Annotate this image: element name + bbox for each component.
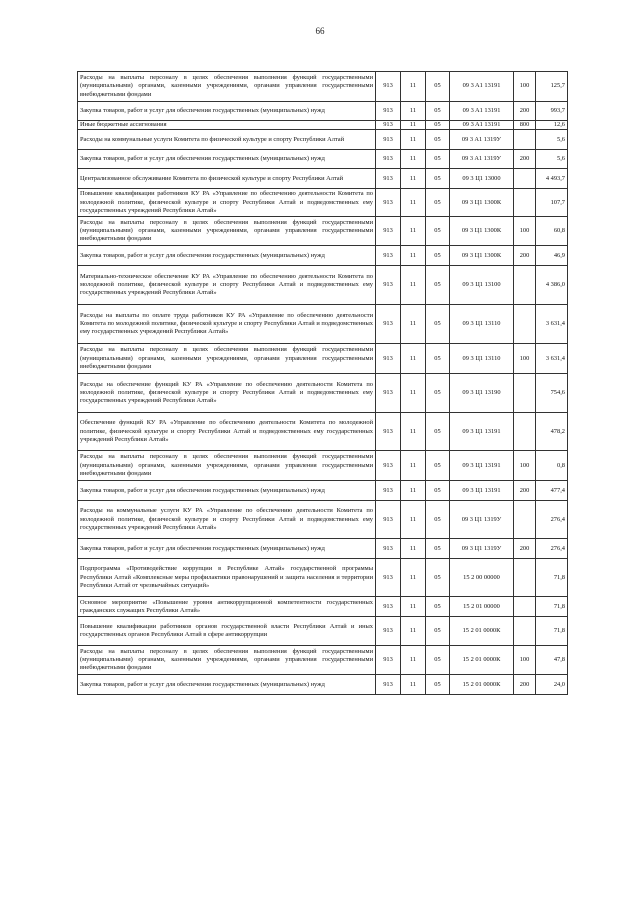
row-section: 11 (401, 559, 426, 597)
row-amount: 477,4 (536, 481, 568, 501)
row-amount: 46,9 (536, 246, 568, 266)
table-row (78, 169, 568, 189)
table-row (78, 374, 568, 413)
page-number: 66 (315, 26, 325, 36)
row-admin-code: 913 (376, 675, 401, 695)
row-amount: 0,8 (536, 451, 568, 481)
row-subsection: 05 (426, 246, 450, 266)
row-subsection: 05 (426, 617, 450, 646)
row-amount: 60,8 (536, 217, 568, 246)
row-description: Закупка товаров, работ и услуг для обеспечения государственных (муниципальных) нужд (78, 539, 376, 559)
table-row (78, 130, 568, 150)
row-section: 11 (401, 102, 426, 121)
table-row (78, 539, 568, 559)
table-row (78, 451, 568, 481)
row-section: 11 (401, 481, 426, 501)
row-section: 11 (401, 646, 426, 675)
row-section: 11 (401, 246, 426, 266)
row-expense-type: 100 (514, 451, 536, 481)
row-subsection: 05 (426, 451, 450, 481)
row-target-article: 15 2 01 0000К (450, 617, 514, 646)
row-amount: 24,0 (536, 675, 568, 695)
row-expense-type: 200 (514, 539, 536, 559)
row-subsection: 05 (426, 150, 450, 169)
table-row (78, 559, 568, 597)
row-subsection: 05 (426, 169, 450, 189)
row-admin-code: 913 (376, 189, 401, 217)
row-target-article: 09 3 Ц1 13191 (450, 451, 514, 481)
table-row (78, 675, 568, 695)
row-amount: 276,4 (536, 539, 568, 559)
row-description: Материально-техническое обеспечение КУ РА «Управление по обеспечению деятельности Комитета по молодежной политике, физической культуре и спорту Республики Алтай и подведомственных ему государственных учреждений Республики Алтай» (78, 266, 376, 305)
row-admin-code: 913 (376, 451, 401, 481)
row-expense-type: 200 (514, 481, 536, 501)
row-amount: 478,2 (536, 413, 568, 451)
row-subsection: 05 (426, 539, 450, 559)
row-section: 11 (401, 597, 426, 617)
row-target-article: 09 3 A1 13191 (450, 72, 514, 102)
row-admin-code: 913 (376, 413, 401, 451)
row-description: Расходы на выплаты персоналу в целях обеспечения выполнения функций государственными (муниципальными) органами, казенными учреждениями, органами управления государственными внебюджетными фондами (78, 217, 376, 246)
row-target-article: 15 2 01 0000К (450, 646, 514, 675)
row-expense-type (514, 169, 536, 189)
table-row (78, 246, 568, 266)
row-description: Расходы на выплаты персоналу в целях обеспечения выполнения функций государственными (муниципальными) органами, казенными учреждениями, органами управления государственными внебюджетными фондами (78, 72, 376, 102)
row-subsection: 05 (426, 217, 450, 246)
row-subsection: 05 (426, 501, 450, 539)
row-expense-type: 100 (514, 217, 536, 246)
row-description: Расходы на выплаты персоналу в целях обеспечения выполнения функций государственными (муниципальными) органами, казенными учреждениями, органами управления государственными внебюджетными фондами (78, 646, 376, 675)
row-section: 11 (401, 130, 426, 150)
row-admin-code: 913 (376, 217, 401, 246)
row-description: Расходы на выплаты персоналу в целях обеспечения выполнения функций государственными (муниципальными) органами, казенными учреждениями, органами управления государственными внебюджетными фондами (78, 344, 376, 374)
row-target-article: 09 3 Ц1 1300К (450, 217, 514, 246)
row-description: Повышение квалификации работников КУ РА «Управление по обеспечению деятельности Комитета по молодежной политике, физической культуре и спорту Республики Алтай и подведомственных ему государственных учреждений Республики Алтай» (78, 189, 376, 217)
row-description: Расходы на выплаты по оплате труда работников КУ РА «Управление по обеспечению деятельности Комитета по молодежной политике, физической культуре и спорту Республики Алтай и подведомственных ему государственных учреждений Республики Алтай» (78, 305, 376, 344)
table-row (78, 597, 568, 617)
table-row (78, 150, 568, 169)
row-section: 11 (401, 501, 426, 539)
row-section: 11 (401, 266, 426, 305)
row-expense-type (514, 305, 536, 344)
row-expense-type: 800 (514, 121, 536, 130)
row-expense-type (514, 374, 536, 413)
row-expense-type: 100 (514, 646, 536, 675)
row-subsection: 05 (426, 559, 450, 597)
row-section: 11 (401, 72, 426, 102)
row-target-article: 09 3 A1 13191 (450, 102, 514, 121)
budget-table (77, 71, 568, 695)
row-expense-type: 200 (514, 675, 536, 695)
row-amount: 5,6 (536, 150, 568, 169)
row-description: Централизованное обслуживание Комитета по физической культуре и спорту Республики Алтай (78, 169, 376, 189)
row-section: 11 (401, 675, 426, 695)
row-admin-code: 913 (376, 121, 401, 130)
row-subsection: 05 (426, 130, 450, 150)
row-amount: 71,8 (536, 617, 568, 646)
row-target-article: 09 3 Ц1 13110 (450, 305, 514, 344)
row-section: 11 (401, 150, 426, 169)
row-target-article: 09 3 Ц1 13191 (450, 481, 514, 501)
row-amount: 5,6 (536, 130, 568, 150)
table-row (78, 344, 568, 374)
row-subsection: 05 (426, 481, 450, 501)
row-admin-code: 913 (376, 246, 401, 266)
row-description: Закупка товаров, работ и услуг для обеспечения государственных (муниципальных) нужд (78, 675, 376, 695)
row-description: Основное мероприятие «Повышение уровня антикоррупционной компетентности государственных гражданских служащих Республики Алтай» (78, 597, 376, 617)
row-description: Расходы на коммунальные услуги Комитета по физической культуре и спорту Республики Алтай (78, 130, 376, 150)
row-description: Закупка товаров, работ и услуг для обеспечения государственных (муниципальных) нужд (78, 481, 376, 501)
row-subsection: 05 (426, 344, 450, 374)
row-admin-code: 913 (376, 305, 401, 344)
row-target-article: 09 3 Ц1 1319У (450, 501, 514, 539)
row-admin-code: 913 (376, 344, 401, 374)
row-expense-type (514, 617, 536, 646)
row-admin-code: 913 (376, 102, 401, 121)
row-section: 11 (401, 121, 426, 130)
row-subsection: 05 (426, 102, 450, 121)
table-row (78, 305, 568, 344)
table-row (78, 266, 568, 305)
row-admin-code: 913 (376, 266, 401, 305)
row-section: 11 (401, 539, 426, 559)
row-expense-type: 200 (514, 102, 536, 121)
table-row (78, 72, 568, 102)
row-admin-code: 913 (376, 150, 401, 169)
row-admin-code: 913 (376, 646, 401, 675)
row-section: 11 (401, 413, 426, 451)
row-admin-code: 913 (376, 72, 401, 102)
row-expense-type: 200 (514, 246, 536, 266)
row-expense-type (514, 130, 536, 150)
row-expense-type: 100 (514, 72, 536, 102)
row-amount: 993,7 (536, 102, 568, 121)
row-amount: 4 386,0 (536, 266, 568, 305)
row-admin-code: 913 (376, 169, 401, 189)
row-admin-code: 913 (376, 374, 401, 413)
row-amount: 71,8 (536, 597, 568, 617)
row-amount: 125,7 (536, 72, 568, 102)
row-description: Закупка товаров, работ и услуг для обеспечения государственных (муниципальных) нужд (78, 102, 376, 121)
row-target-article: 09 3 Ц1 13191 (450, 413, 514, 451)
row-description: Закупка товаров, работ и услуг для обеспечения государственных (муниципальных) нужд (78, 246, 376, 266)
row-section: 11 (401, 305, 426, 344)
row-expense-type (514, 189, 536, 217)
row-target-article: 15 2 01 00000 (450, 597, 514, 617)
row-amount: 47,8 (536, 646, 568, 675)
row-description: Закупка товаров, работ и услуг для обеспечения государственных (муниципальных) нужд (78, 150, 376, 169)
row-target-article: 09 3 Ц1 13100 (450, 266, 514, 305)
row-target-article: 09 3 Ц1 1319У (450, 539, 514, 559)
row-description: Расходы на коммунальные услуги КУ РА «Управление по обеспечению деятельности Комитета по молодежной политике, физической культуре и спорту Республики Алтай и подведомственных ему государственных учреждений Республики Алтай» (78, 501, 376, 539)
row-target-article: 09 3 Ц1 13190 (450, 374, 514, 413)
row-amount: 4 493,7 (536, 169, 568, 189)
row-subsection: 05 (426, 675, 450, 695)
table-row (78, 217, 568, 246)
row-admin-code: 913 (376, 597, 401, 617)
row-section: 11 (401, 217, 426, 246)
table-row (78, 617, 568, 646)
row-section: 11 (401, 451, 426, 481)
row-expense-type: 100 (514, 344, 536, 374)
row-target-article: 09 3 Ц1 13000 (450, 169, 514, 189)
row-admin-code: 913 (376, 130, 401, 150)
row-target-article: 09 3 A1 1319У (450, 150, 514, 169)
row-admin-code: 913 (376, 501, 401, 539)
row-section: 11 (401, 617, 426, 646)
row-description: Иные бюджетные ассигнования (78, 121, 376, 130)
row-subsection: 05 (426, 374, 450, 413)
row-target-article: 09 3 Ц1 1300К (450, 189, 514, 217)
row-amount: 71,8 (536, 559, 568, 597)
row-section: 11 (401, 169, 426, 189)
row-description: Повышение квалификации работников органов государственной власти Республики Алтай и иных государственных органов Республики Алтай в сфере антикоррупции (78, 617, 376, 646)
row-amount: 107,7 (536, 189, 568, 217)
row-subsection: 05 (426, 305, 450, 344)
row-admin-code: 913 (376, 481, 401, 501)
row-expense-type (514, 266, 536, 305)
row-description: Подпрограмма «Противодействие коррупции в Республике Алтай» государственной программы Республики Алтай «Комплексные меры профилактики правонарушений и защита населения и территории Республики Алтай от чрезвычайных ситуаций» (78, 559, 376, 597)
row-subsection: 05 (426, 597, 450, 617)
table-row (78, 121, 568, 130)
row-description: Расходы на выплаты персоналу в целях обеспечения выполнения функций государственными (муниципальными) органами, казенными учреждениями, органами управления государственными внебюджетными фондами (78, 451, 376, 481)
row-subsection: 05 (426, 646, 450, 675)
table-row (78, 413, 568, 451)
row-section: 11 (401, 344, 426, 374)
table-row (78, 102, 568, 121)
row-target-article: 09 3 A1 13191 (450, 121, 514, 130)
table-row (78, 646, 568, 675)
row-admin-code: 913 (376, 539, 401, 559)
row-subsection: 05 (426, 189, 450, 217)
row-admin-code: 913 (376, 559, 401, 597)
row-section: 11 (401, 189, 426, 217)
row-expense-type (514, 597, 536, 617)
row-expense-type: 200 (514, 150, 536, 169)
row-admin-code: 913 (376, 617, 401, 646)
row-subsection: 05 (426, 72, 450, 102)
row-description: Расходы на обеспечение функций КУ РА «Управление по обеспечению деятельности Комитета по молодежной политике, физической культуре и спорту Республики Алтай и подведомственных ему государственных учреждений Республики Алтай» (78, 374, 376, 413)
row-target-article: 15 2 00 00000 (450, 559, 514, 597)
table-row (78, 501, 568, 539)
row-section: 11 (401, 374, 426, 413)
row-description: Обеспечение функций КУ РА «Управление по обеспечению деятельности Комитета по молодежной политике, физической культуре и спорту Республики Алтай и подведомственных ему государственных учреждений Республики Алтай» (78, 413, 376, 451)
row-expense-type (514, 413, 536, 451)
row-target-article: 15 2 01 0000К (450, 675, 514, 695)
table-row (78, 481, 568, 501)
row-amount: 754,6 (536, 374, 568, 413)
row-subsection: 05 (426, 121, 450, 130)
table-row (78, 189, 568, 217)
row-target-article: 09 3 A1 1319У (450, 130, 514, 150)
row-target-article: 09 3 Ц1 13110 (450, 344, 514, 374)
row-amount: 276,4 (536, 501, 568, 539)
row-amount: 3 631,4 (536, 344, 568, 374)
row-amount: 12,6 (536, 121, 568, 130)
row-amount: 3 631,4 (536, 305, 568, 344)
row-expense-type (514, 559, 536, 597)
row-subsection: 05 (426, 266, 450, 305)
row-expense-type (514, 501, 536, 539)
row-subsection: 05 (426, 413, 450, 451)
row-target-article: 09 3 Ц1 1300К (450, 246, 514, 266)
